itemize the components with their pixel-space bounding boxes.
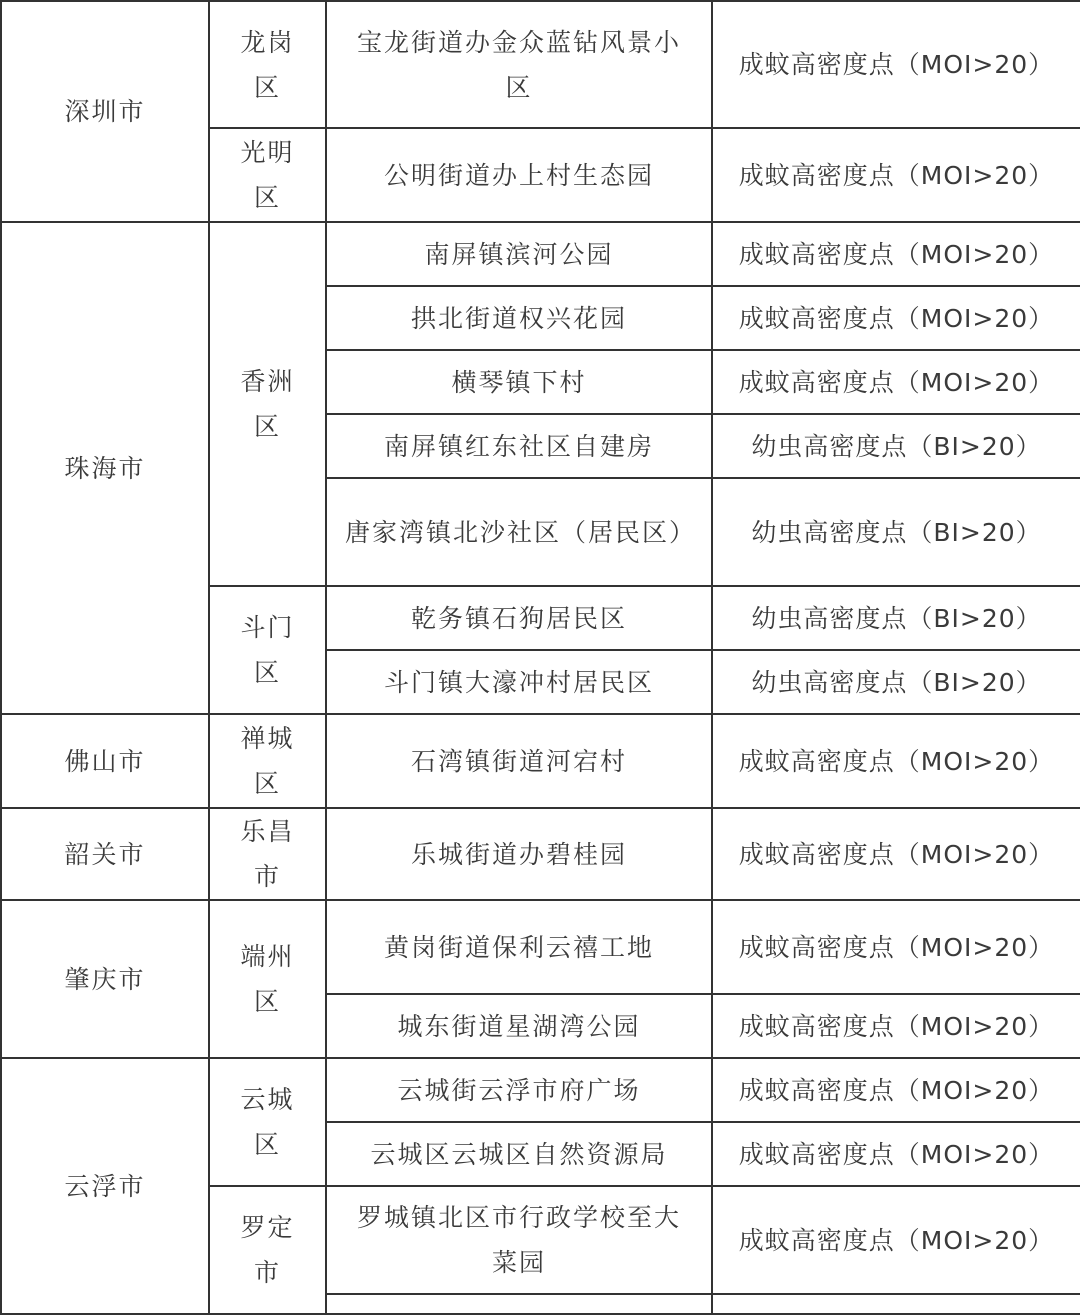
density-type-cell <box>712 1294 1080 1314</box>
density-type-cell: 成蚊高密度点（MOI>20） <box>712 1122 1080 1186</box>
district-cell: 光明区 <box>209 128 326 222</box>
density-type-cell: 成蚊高密度点（MOI>20） <box>712 222 1080 286</box>
location-cell: 云城区云城区自然资源局 <box>326 1122 712 1186</box>
district-cell: 乐昌市 <box>209 808 326 900</box>
density-type-cell: 幼虫高密度点（BI>20） <box>712 586 1080 650</box>
city-cell: 韶关市 <box>1 808 209 900</box>
location-cell: 南屏镇滨河公园 <box>326 222 712 286</box>
location-cell: 石湾镇街道河宕村 <box>326 714 712 808</box>
density-type-cell: 幼虫高密度点（BI>20） <box>712 478 1080 586</box>
table-row <box>1 714 1080 808</box>
district-cell: 云城区 <box>209 1058 326 1186</box>
density-type-cell: 成蚊高密度点（MOI>20） <box>712 1186 1080 1294</box>
location-cell: 唐家湾镇北沙社区（居民区） <box>326 478 712 586</box>
density-type-cell: 幼虫高密度点（BI>20） <box>712 414 1080 478</box>
city-cell: 云浮市 <box>1 1058 209 1314</box>
table-row <box>1 1 1080 128</box>
location-cell: 云城街云浮市府广场 <box>326 1058 712 1122</box>
location-cell: 横琴镇下村 <box>326 350 712 414</box>
location-cell: 拱北街道权兴花园 <box>326 286 712 350</box>
density-type-cell: 成蚊高密度点（MOI>20） <box>712 350 1080 414</box>
city-cell: 肇庆市 <box>1 900 209 1058</box>
density-type-cell: 成蚊高密度点（MOI>20） <box>712 994 1080 1058</box>
city-cell: 佛山市 <box>1 714 209 808</box>
city-cell: 深圳市 <box>1 1 209 222</box>
density-type-cell: 成蚊高密度点（MOI>20） <box>712 900 1080 994</box>
city-cell: 珠海市 <box>1 222 209 714</box>
location-cell: 斗门镇大濠冲村居民区 <box>326 650 712 714</box>
district-cell: 龙岗区 <box>209 1 326 128</box>
location-cell <box>326 1294 712 1314</box>
location-cell: 城东街道星湖湾公园 <box>326 994 712 1058</box>
table-row <box>1 808 1080 900</box>
location-cell: 乐城街道办碧桂园 <box>326 808 712 900</box>
district-cell: 罗定市 <box>209 1186 326 1314</box>
district-cell: 香洲区 <box>209 222 326 586</box>
location-cell: 公明街道办上村生态园 <box>326 128 712 222</box>
density-type-cell: 成蚊高密度点（MOI>20） <box>712 1 1080 128</box>
density-type-cell: 成蚊高密度点（MOI>20） <box>712 714 1080 808</box>
density-type-cell: 成蚊高密度点（MOI>20） <box>712 1058 1080 1122</box>
district-cell: 禅城区 <box>209 714 326 808</box>
location-cell: 黄岗街道保利云禧工地 <box>326 900 712 994</box>
location-cell: 罗城镇北区市行政学校至大菜园 <box>326 1186 712 1294</box>
density-type-cell: 成蚊高密度点（MOI>20） <box>712 286 1080 350</box>
density-type-cell: 成蚊高密度点（MOI>20） <box>712 128 1080 222</box>
location-cell: 南屏镇红东社区自建房 <box>326 414 712 478</box>
district-cell: 端州区 <box>209 900 326 1058</box>
district-cell: 斗门区 <box>209 586 326 714</box>
location-cell: 宝龙街道办金众蓝钻风景小区 <box>326 1 712 128</box>
table-row <box>1 1058 1080 1122</box>
table-row <box>1 900 1080 994</box>
location-cell: 乾务镇石狗居民区 <box>326 586 712 650</box>
table-row <box>1 222 1080 286</box>
density-type-cell: 成蚊高密度点（MOI>20） <box>712 808 1080 900</box>
density-type-cell: 幼虫高密度点（BI>20） <box>712 650 1080 714</box>
